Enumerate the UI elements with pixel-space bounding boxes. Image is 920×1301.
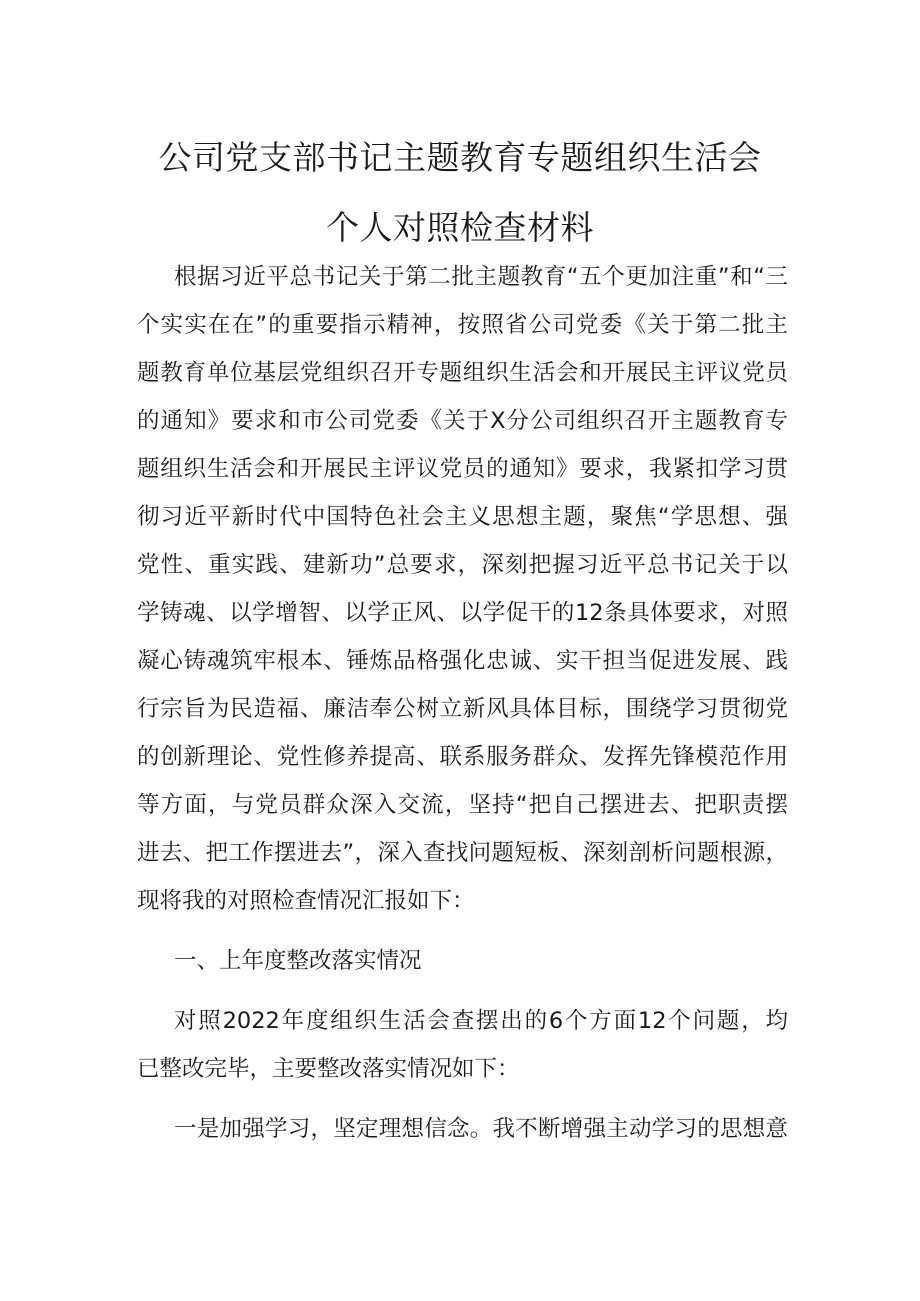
paragraph-line: 凝心铸魂筑牢根本、锤炼品格强化忠诚、实干担当促进发展、践 [137,648,788,674]
paragraph-line: 彻习近平新时代中国特色社会主义思想主题，聚焦“学思想、强 [137,504,788,530]
paragraph-line: 题组织生活会和开展民主评议党员的通知》要求，我紧扣学习贯 [137,456,788,482]
paragraph-line: 对照2022年度组织生活会查摆出的6个方面12个问题，均 [174,1008,788,1034]
paragraph-line: 行宗旨为民造福、廉洁奉公树立新风具体目标，围绕学习贯彻党 [137,696,788,722]
paragraph-line: 的通知》要求和市公司党委《关于X分公司组织召开主题教育专 [137,408,788,434]
paragraph-line: 学铸魂、以学增智、以学正风、以学促干的12条具体要求，对照 [137,600,788,626]
paragraph-line: 等方面，与党员群众深入交流，坚持“把自己摆进去、把职责摆 [137,792,788,818]
paragraph-line: 的创新理论、党性修养提高、联系服务群众、发挥先锋模范作用 [137,744,788,770]
paragraph-line: 进去、把工作摆进去”，深入查找问题短板、深刻剖析问题根源， [137,840,788,866]
paragraph-line: 题教育单位基层党组织召开专题组织生活会和开展民主评议党员 [137,360,788,386]
paragraph-line: 现将我的对照检查情况汇报如下： [137,888,475,914]
document-title-line-2: 个人对照检查材料 [326,208,594,247]
paragraph-line: 已整改完毕，主要整改落实情况如下： [137,1056,520,1082]
document-title-line-1: 公司党支部书记主题教育专题组织生活会 [158,138,762,177]
point-1-line: 一是加强学习，坚定理想信念。我不断增强主动学习的思想意 [174,1116,788,1142]
paragraph-line: 根据习近平总书记关于第二批主题教育“五个更加注重”和“三 [174,264,788,290]
paragraph-line: 个实实在在”的重要指示精神，按照省公司党委《关于第二批主 [137,312,788,338]
section-heading: 一、上年度整改落实情况 [174,948,422,974]
paragraph-line: 党性、重实践、建新功”总要求，深刻把握习近平总书记关于以 [137,552,788,578]
